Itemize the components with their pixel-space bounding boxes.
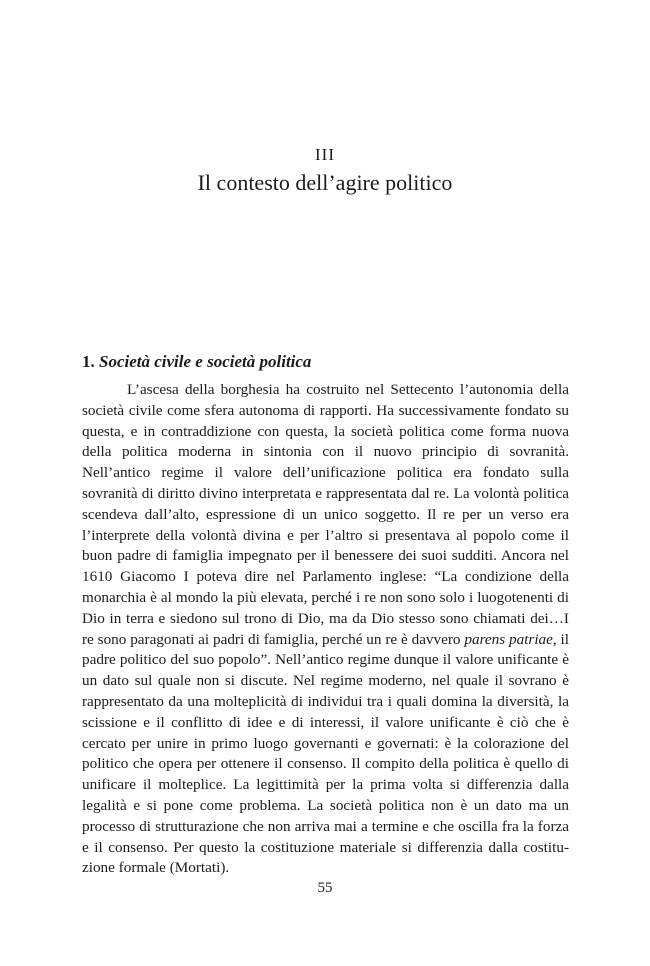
- paragraph-emphasis: parens patriae: [464, 630, 553, 648]
- body-paragraph: [82, 380, 569, 879]
- paragraph-text-part2: , il padre politico del suo popolo”. Nell’antico regime dunque il valore unificante è un dato sul quale non si discute. Nel regime moderno, nel quale il sovrano è rappresentato da una molteplicità di individui tra i quali domina la diversità, la scissione e il conflitto di idee e di interessi, il valore unificante è ciò che è cercato per unire in primo luogo governanti e governati: è la colorazione del politico che opera per ottenere il consenso. Il compito della politica è quello di unificare il molteplice. La legittimità per la prima volta si differenzia dalla legalità e si pone come problema. La società politica non è un dato ma un processo di strutturazione che non arriva mai a termine e che oscilla fra la forza e il consenso. Per questo la costituzione materiale si differenzia dalla costituzione formale (Mortati).: [82, 630, 569, 877]
- section-number: 1.: [82, 352, 95, 371]
- section-heading: [82, 352, 572, 372]
- chapter-number: III: [315, 145, 335, 164]
- page-number: 55: [317, 880, 333, 896]
- section-title: Società civile e società politica: [99, 352, 312, 371]
- paragraph-text-part1: L’ascesa della borghesia ha costruito nel Settecento l’autonomia della società civile come sfera autonoma di rapporti. Ha successivamente fondato su questa, e in contraddizione con questa, la società politica come forma nuova della politica moderna in sintonia con il nuovo principio di sovranità. Nell’antico regime il valore dell’unificazione politica era fondato sulla sovranità di diritto divino interpretata e rappresentata dal re. La volontà politica scendeva dall’alto, espressione di un unico soggetto. Il re per un verso era l’interprete della volontà divina e per l’altro si presentava al popolo come il buon padre di famiglia impegnato per il benessere dei suoi sudditi. Ancora nel 1610 Giacomo I poteva dire nel Parlamento inglese: “La condizione della monarchia è al mondo la più elevata, perché i re non sono solo i luogotenenti di Dio in terra e siedono sul trono di Dio, ma da Dio stesso sono chiamati dei…I re sono paragonati ai padri di famiglia, perché un re è davvero: [82, 381, 569, 648]
- chapter-title: Il contesto dell’agire politico: [197, 170, 453, 195]
